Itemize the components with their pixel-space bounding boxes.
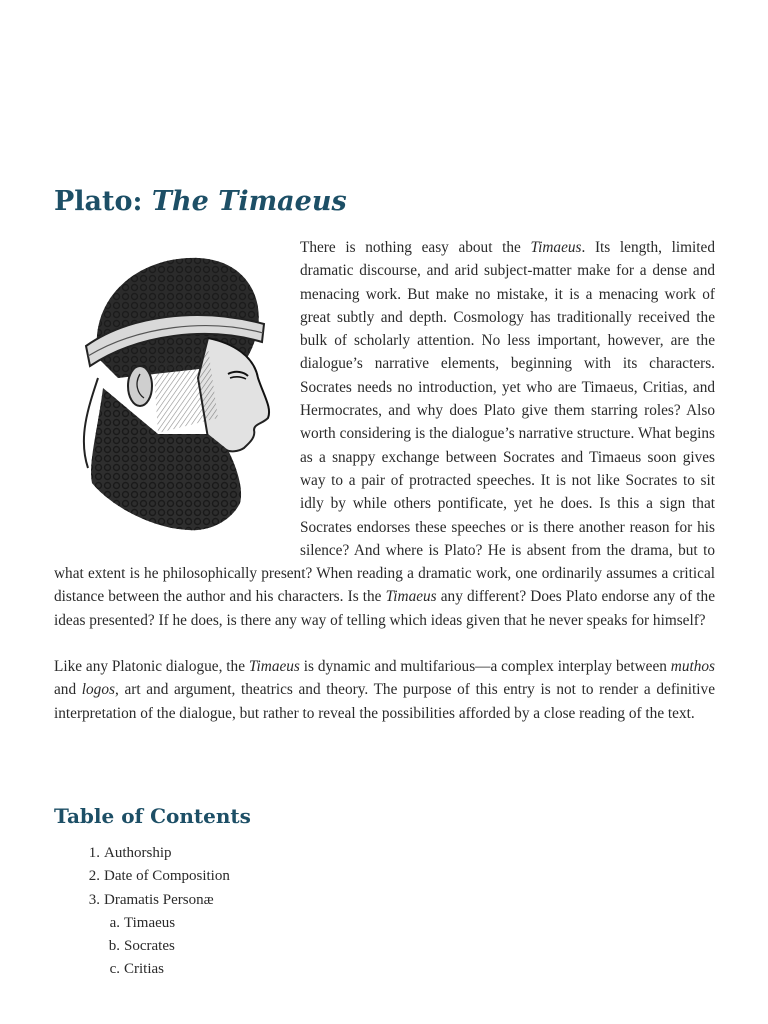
toc-subitem-label[interactable]: Socrates <box>124 938 175 955</box>
second-paragraph <box>54 655 715 725</box>
title-prefix: Plato: <box>54 186 143 217</box>
toc-item-dramatis-personae[interactable] <box>54 889 230 912</box>
toc-item-number: 3. <box>88 891 100 908</box>
article-body <box>54 236 715 725</box>
para1-text-1: There is nothing easy about the <box>300 239 531 256</box>
para2-text-3: and <box>54 681 82 699</box>
para2-italic-logos: logos <box>81 681 115 699</box>
toc-item-label[interactable]: Date of Composition <box>104 868 230 885</box>
toc-item-label[interactable]: Authorship <box>104 845 172 861</box>
toc-subitem-label[interactable]: Timaeus <box>124 914 176 931</box>
para2-text-2: is dynamic and multifarious—a complex interplay between <box>299 658 671 676</box>
toc-subitem-letter: a. <box>109 914 120 931</box>
toc-item-authorship[interactable] <box>54 842 230 865</box>
toc-item-date-of-composition[interactable] <box>54 865 230 888</box>
toc-subitem-label[interactable]: Critias <box>124 961 164 978</box>
toc-item-number: 2. <box>88 868 100 885</box>
para2-italic-timaeus: Timaeus <box>248 658 300 676</box>
toc-heading: Table of Contents <box>54 804 251 828</box>
toc-item-number: 1. <box>88 845 100 861</box>
para1-italic-timaeus-1: Timaeus <box>530 239 582 256</box>
para1-italic-timaeus-2: Timaeus <box>385 588 437 606</box>
table-of-contents <box>54 842 230 982</box>
title-work: The Timaeus <box>151 186 347 217</box>
toc-subitem-timaeus[interactable] <box>54 912 230 935</box>
para2-text-4: , art and argument, theatrics and theory. The purpose of this entry is not to render a definitive interpretation of the dialogue, but rather to reveal the possibilities afforded by a close reading of the text. <box>54 681 715 722</box>
image-wrap-spacer <box>54 236 300 542</box>
para1-text-2: . Its length, limited dramatic discourse, and arid subject-matter make for a dense and menacing work. But make no mistake, it is a menacing work of great subtly and depth. Cosmology has traditionally received the bulk of scholarly attention. No less important, however, are the dialogue’s narrative elements, beginning with its characters. Socrates needs no introduction, yet who are Timaeus, Critias, and Hermocrates, and why does Plato give them starring roles? Also worth considering is the dialogue’s narrative structure. What begins as a snappy exchange between Socrates and Timaeus soon gives way to a pair of protracted speeches. It is not like Socrates to sit idly by while others pontificate, yet he does. Is this a sign that Socrates endorses these speeches or is there another reason for his silence? And where is Plato? He is absent from the drama, but to what extent is he philosophically present? When reading a dramatic work, one ordinarily assumes a critical distance between the author and his characters. Is the <box>54 239 715 606</box>
toc-subitem-letter: c. <box>109 961 120 978</box>
toc-subitem-critias[interactable] <box>54 958 230 981</box>
para2-italic-muthos: muthos <box>670 658 715 676</box>
toc-subitem-socrates[interactable] <box>54 935 230 958</box>
page-title <box>54 186 347 217</box>
toc-item-label[interactable]: Dramatis Personæ <box>104 891 214 908</box>
toc-subitem-letter: b. <box>108 938 120 955</box>
para2-text-1: Like any Platonic dialogue, the <box>54 658 249 676</box>
para1-text-3: any different? Does Plato endorse any of the ideas presented? If he does, is there any way of telling which ideas given that he never speaks for himself? <box>54 588 715 629</box>
